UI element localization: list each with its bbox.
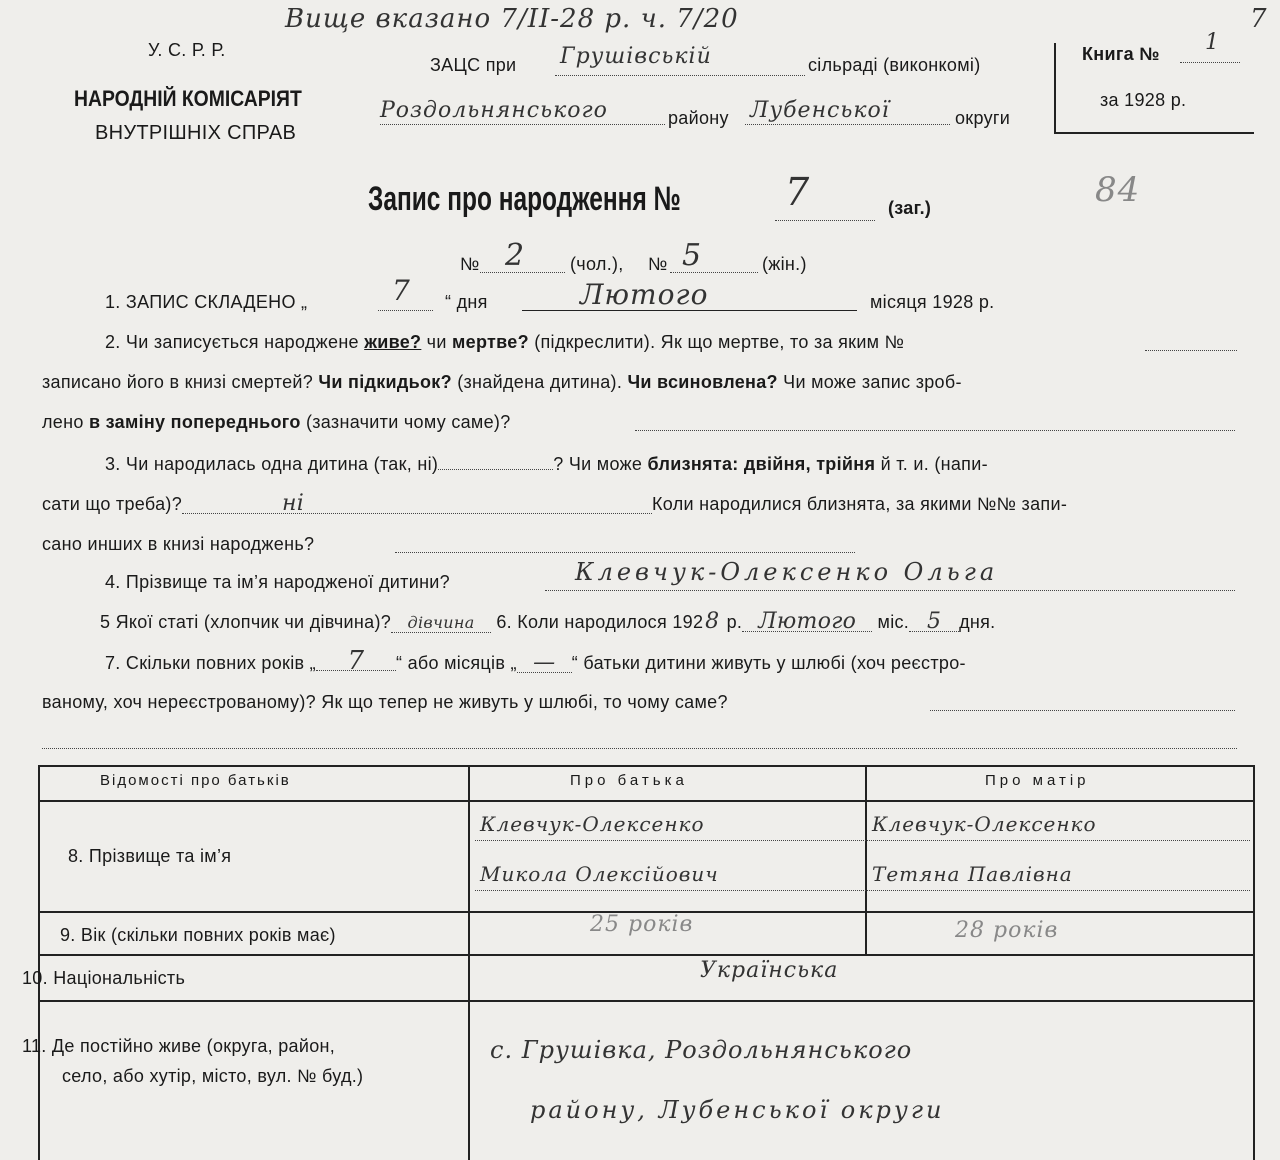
row11-label-1: 11. Де постійно живе (округа, район, [22,1036,336,1056]
q1-day: 7 [392,274,411,307]
q2-replace: в заміну попереднього [88,412,301,432]
q3-text-c: й т. и. (напи- [880,454,988,474]
q2-text: 2. Чи записується народжене [105,332,359,352]
record-number: 7 [785,170,811,214]
q5-value: дівчина [391,614,491,633]
address-line1: с. Грушівка, Роздольнянського [490,1036,913,1064]
header-parents: Відомості про батьків [100,772,291,789]
father-age: 25 років [590,912,694,937]
q7-line2: ваному, хоч нереєстрованому)? Як що тепер не живуть у шлюбі, то чому саме? [42,692,728,712]
q1-suffix: місяця 1928 р. [870,292,995,312]
nationality: Українська [700,958,839,983]
title-suffix: (заг.) [888,198,932,218]
ministry-title: НАРОДНІЙ КОМІСАРІЯТ [74,86,302,111]
zags-prefix: ЗАЦС при [430,55,517,75]
book-number: 1 [1205,30,1220,55]
republic-label: У. С. Р. Р. [148,40,226,60]
father-name: Микола Олексійович [480,862,719,886]
q3-twins: близнята: двійня, трійня [647,454,876,474]
header-father: Про батька [570,772,688,789]
q3-text-b: ? Чи може [553,454,643,474]
no-label: № [460,254,480,274]
q2-adopted: Чи всиновлена? [627,372,778,392]
q1-month: Лютого [580,278,709,311]
q7-months: — [517,654,572,673]
q2-line3: лено [42,412,84,432]
q4-value: Клевчук-Олексенко Ольга [575,558,999,586]
q7-text-c: “ батьки дитини живуть у шлюбі (хоч реєстро- [571,653,966,673]
q2-foundling: Чи підкидьок? [318,372,452,392]
q6-r: р. [726,612,743,632]
corner-mark: 7 [1250,4,1268,34]
okruha-value: Лубенської [750,98,890,123]
district-label: району [668,108,729,128]
page-title: Запис про народження № [368,180,681,218]
female-label: (жін.) [762,254,807,274]
q6-year: 8 [705,609,720,634]
q7-text: 7. Скільки повних років „ [105,653,316,673]
q6-month: Лютого [742,613,872,632]
male-number: 2 [505,238,526,273]
address-line2: району, Лубенської округи [530,1096,945,1124]
okruha-label: округи [955,108,1011,128]
q2-line2: записано його в книзі смертей? [42,372,314,392]
female-number: 5 [682,238,703,273]
q6-day: 5 [909,613,959,632]
q1-dnia: “ дня [445,292,488,312]
row8-label: 8. Прізвище та ім’я [68,846,232,866]
q3-line2b: Коли народилися близнята, за якими №№ запи- [652,494,1068,514]
q3-line2: сати що треба)? [42,494,183,514]
q1-text: 1. ЗАПИС СКЛАДЕНО „ [105,292,308,312]
q7-text-b: “ або місяців „ [395,653,517,673]
book-year: за 1928 р. [1100,90,1187,110]
mother-surname: Клевчук-Олексенко [872,812,1097,836]
q6-mis: міс. [877,612,910,632]
zags-suffix: сільраді (виконкомі) [808,55,981,75]
row9-label: 9. Вік (скільки повних років має) [60,925,336,945]
q4-text: 4. Прізвище та ім’я народженої дитини? [105,572,450,592]
q3-line3: сано инших в книзі народжень? [42,534,315,554]
q2-text-c: (підкреслити). Як що мертве, то за яким № [534,332,905,352]
row11-label-2: село, або хутір, місто, вул. № буд.) [62,1066,364,1086]
district-value: Роздольнянського [380,98,608,123]
q5-text: 5 Якої статі (хлопчик чи дівчина)? [100,612,392,632]
father-surname: Клевчук-Олексенко [480,812,705,836]
q3-answer: ні [182,495,652,514]
q5-q6-line [100,609,996,634]
ministry-subtitle: ВНУТРІШНІХ СПРАВ [95,122,297,144]
q2-line3b: (зазначити чому саме)? [305,412,511,432]
zags-value: Грушівській [560,44,712,69]
q6-text: 6. Коли народилося 192 [496,612,704,632]
q2-found: (знайдена дитина). [457,372,623,392]
q2-line2c: Чи може запис зроб- [783,372,962,392]
q2-or: чи [426,332,447,352]
mother-name: Тетяна Павлівна [872,862,1073,886]
q2-dead: мертве? [452,332,529,352]
pencil-mark: 84 [1095,170,1141,210]
header-mother: Про матір [985,772,1090,789]
book-label: Книга № [1082,44,1160,64]
male-label: (чол.), [570,254,624,274]
no-label-2: № [648,254,668,274]
q2-alive: живе? [364,332,422,352]
q6-dnia: дня. [959,612,996,632]
row10-label: 10. Національність [22,968,186,988]
q3-text: 3. Чи народилась одна дитина (так, ні) [105,454,439,474]
mother-age: 28 років [955,918,1059,943]
q7-years: 7 [316,652,396,671]
top-note: Вище вказано 7/II-28 р. ч. 7/20 [285,4,739,34]
